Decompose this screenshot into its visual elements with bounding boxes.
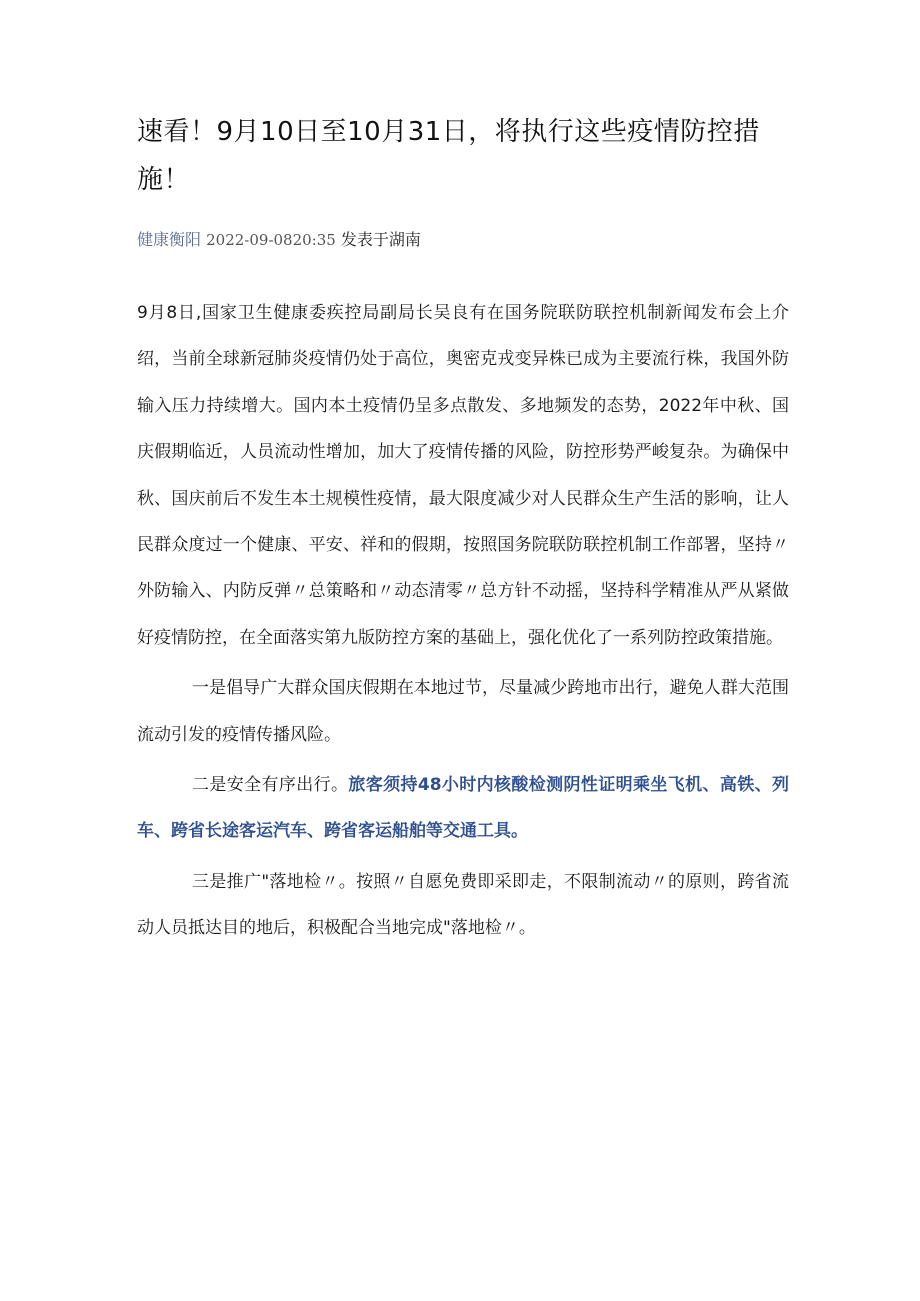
article-title: 速看！9月10日至10月31日，将执行这些疫情防控措施！ bbox=[137, 117, 760, 195]
author-link[interactable]: 健康衡阳 bbox=[137, 230, 202, 249]
paragraph-measure-1: 一是倡导广大群众国庆假期在本地过节，尽量减少跨地市出行，避免人群大范围流动引发的疫情传播风险。 bbox=[137, 678, 789, 745]
measure-2-highlight: 旅客须持48小时内核酸检测阴性证明乘坐飞机、高铁、列车、跨省长途客运汽车、跨省客运船舶等交通工具。 bbox=[137, 775, 790, 842]
measure-2-lead: 二是安全有序出行。 bbox=[192, 775, 349, 796]
paragraph-intro: 9月8日,国家卫生健康委疾控局副局长吴良有在国务院联防联控机制新闻发布会上介绍，当前全球新冠肺炎疫情仍处于高位，奥密克戎变异株已成为主要流行株，我国外防输入压力持续增大。国内本土疫情仍呈多点散发、多地频发的态势，2022年中秋、国庆假期临近，人员流动性增加，加大了疫情传播的风险，防控形势严峻复杂。为确保中秋、国庆前后不发生本土规模性疫情，最大限度减少对人民群众生产生活的影响，让人民群众度过一个健康、平安、祥和的假期，按照国务院联防联控机制工作部署，坚持〃外防输入、内防反弹〃总策略和〃动态清零〃总方针不动摇，坚持科学精准从严从紧做好疫情防控，在全面落实第九版防控方案的基础上，强化优化了一系列防控政策措施。 bbox=[137, 303, 789, 648]
paragraph-measure-2 bbox=[137, 762, 789, 855]
publish-time: 2022-09-0820:35 bbox=[206, 231, 336, 249]
article-body bbox=[137, 290, 789, 952]
paragraph-measure-3: 三是推广"落地检〃。按照〃自愿免费即采即走，不限制流动〃的原则，跨省流动人员抵达目的地后，积极配合当地完成"落地检〃。 bbox=[137, 871, 789, 939]
article bbox=[137, 108, 789, 956]
article-meta bbox=[137, 228, 789, 252]
publish-location: 发表于湖南 bbox=[340, 230, 421, 249]
